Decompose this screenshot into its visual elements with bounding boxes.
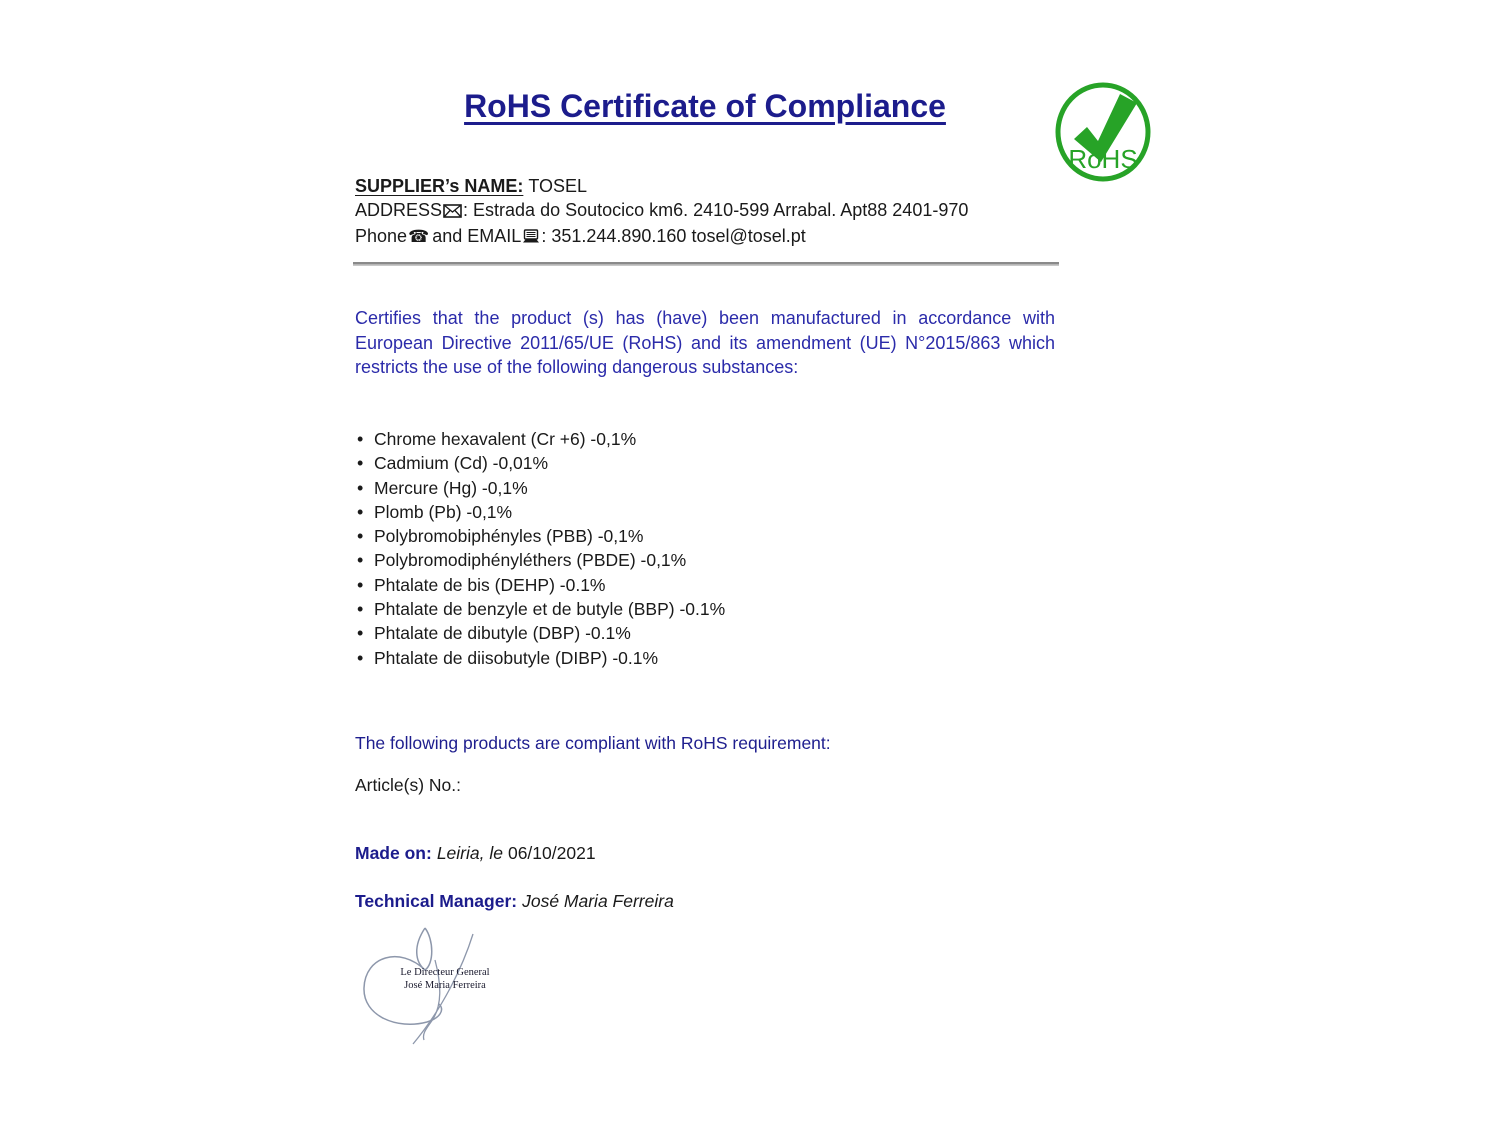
list-item — [357, 621, 725, 645]
title-row — [355, 88, 1055, 125]
substance-text: Phtalate de diisobutyle (DIBP) -0.1% — [374, 647, 659, 668]
phone-label: Phone — [355, 226, 408, 246]
substance-text: Phtalate de benzyle et de butyle (BBP) -0.1% — [374, 599, 726, 620]
substance-text: Chrome hexavalent (Cr +6) -0,1% — [374, 429, 637, 449]
substance-text: Phtalate de bis (DEHP) -0.1% — [374, 574, 606, 595]
address-label: ADDRESS — [355, 200, 443, 220]
made-on-place: Leiria, le — [436, 843, 503, 863]
substance-text: Polybromodiphényléthers (PBDE) -0,1% — [374, 550, 687, 571]
made-on-label: Made on: — [355, 843, 432, 863]
made-on-line — [355, 843, 596, 864]
list-item — [357, 548, 725, 572]
compliance-statement: The following products are compliant with RoHS requirement: — [355, 733, 831, 753]
substance-text: Plomb (Pb) -0,1% — [374, 501, 513, 522]
manager-label: Technical Manager: — [355, 891, 518, 911]
signature-title: Le Directeur General — [400, 967, 490, 978]
supplier-name-label: SUPPLIER’s NAME: — [355, 176, 524, 196]
list-item — [357, 573, 725, 597]
contact-value: : 351.244.890.160 tosel@tosel.pt — [541, 226, 806, 246]
page-title: RoHS Certificate of Compliance — [464, 88, 946, 124]
supplier-name-value: TOSEL — [528, 176, 588, 196]
supplier-contact-line — [355, 224, 968, 250]
list-item — [357, 500, 725, 524]
rohs-logo-graphic — [1054, 81, 1152, 183]
certification-paragraph: Certifies that the product (s) has (have) been manufactured in accordance with European Directive 2011/65/UE (RoHS) and its amendment (UE) N°2015/863 which restricts the use of the following dangerous substances: — [355, 308, 1055, 377]
supplier-info — [355, 174, 968, 250]
signature-name: José Maria Ferreira — [404, 979, 486, 991]
substances-list — [357, 427, 725, 670]
manager-name: José Maria Ferreira — [522, 891, 674, 911]
signature-block — [355, 918, 525, 1058]
made-on-date: 06/10/2021 — [507, 843, 596, 863]
supplier-address-line — [355, 198, 968, 224]
substance-text: Cadmium (Cd) -0,01% — [374, 453, 549, 474]
list-item — [357, 646, 725, 670]
signature-stamp-text — [383, 967, 507, 992]
list-item — [357, 524, 725, 548]
supplier-name-line — [355, 174, 968, 198]
horizontal-divider — [353, 262, 1059, 266]
list-item — [357, 427, 725, 451]
substance-text: Mercure (Hg) -0,1% — [374, 477, 528, 498]
list-item — [357, 597, 725, 621]
list-item — [357, 476, 725, 500]
computer-icon — [522, 226, 540, 250]
substance-text: Phtalate de dibutyle (DBP) -0.1% — [374, 623, 631, 644]
rohs-logo — [1054, 81, 1152, 183]
address-value: : Estrada do Soutocico km6. 2410-599 Arrabal. Apt88 2401-970 — [463, 200, 969, 220]
article-number-label: Article(s) No.: — [355, 775, 461, 795]
list-item — [357, 451, 725, 475]
technical-manager-line — [355, 891, 674, 912]
envelope-icon — [443, 200, 462, 224]
email-label: and EMAIL — [432, 226, 522, 246]
substance-text: Polybromobiphényles (PBB) -0,1% — [374, 526, 644, 547]
logo-label: RoHS — [1068, 144, 1138, 174]
phone-icon: ☎ — [408, 227, 430, 247]
